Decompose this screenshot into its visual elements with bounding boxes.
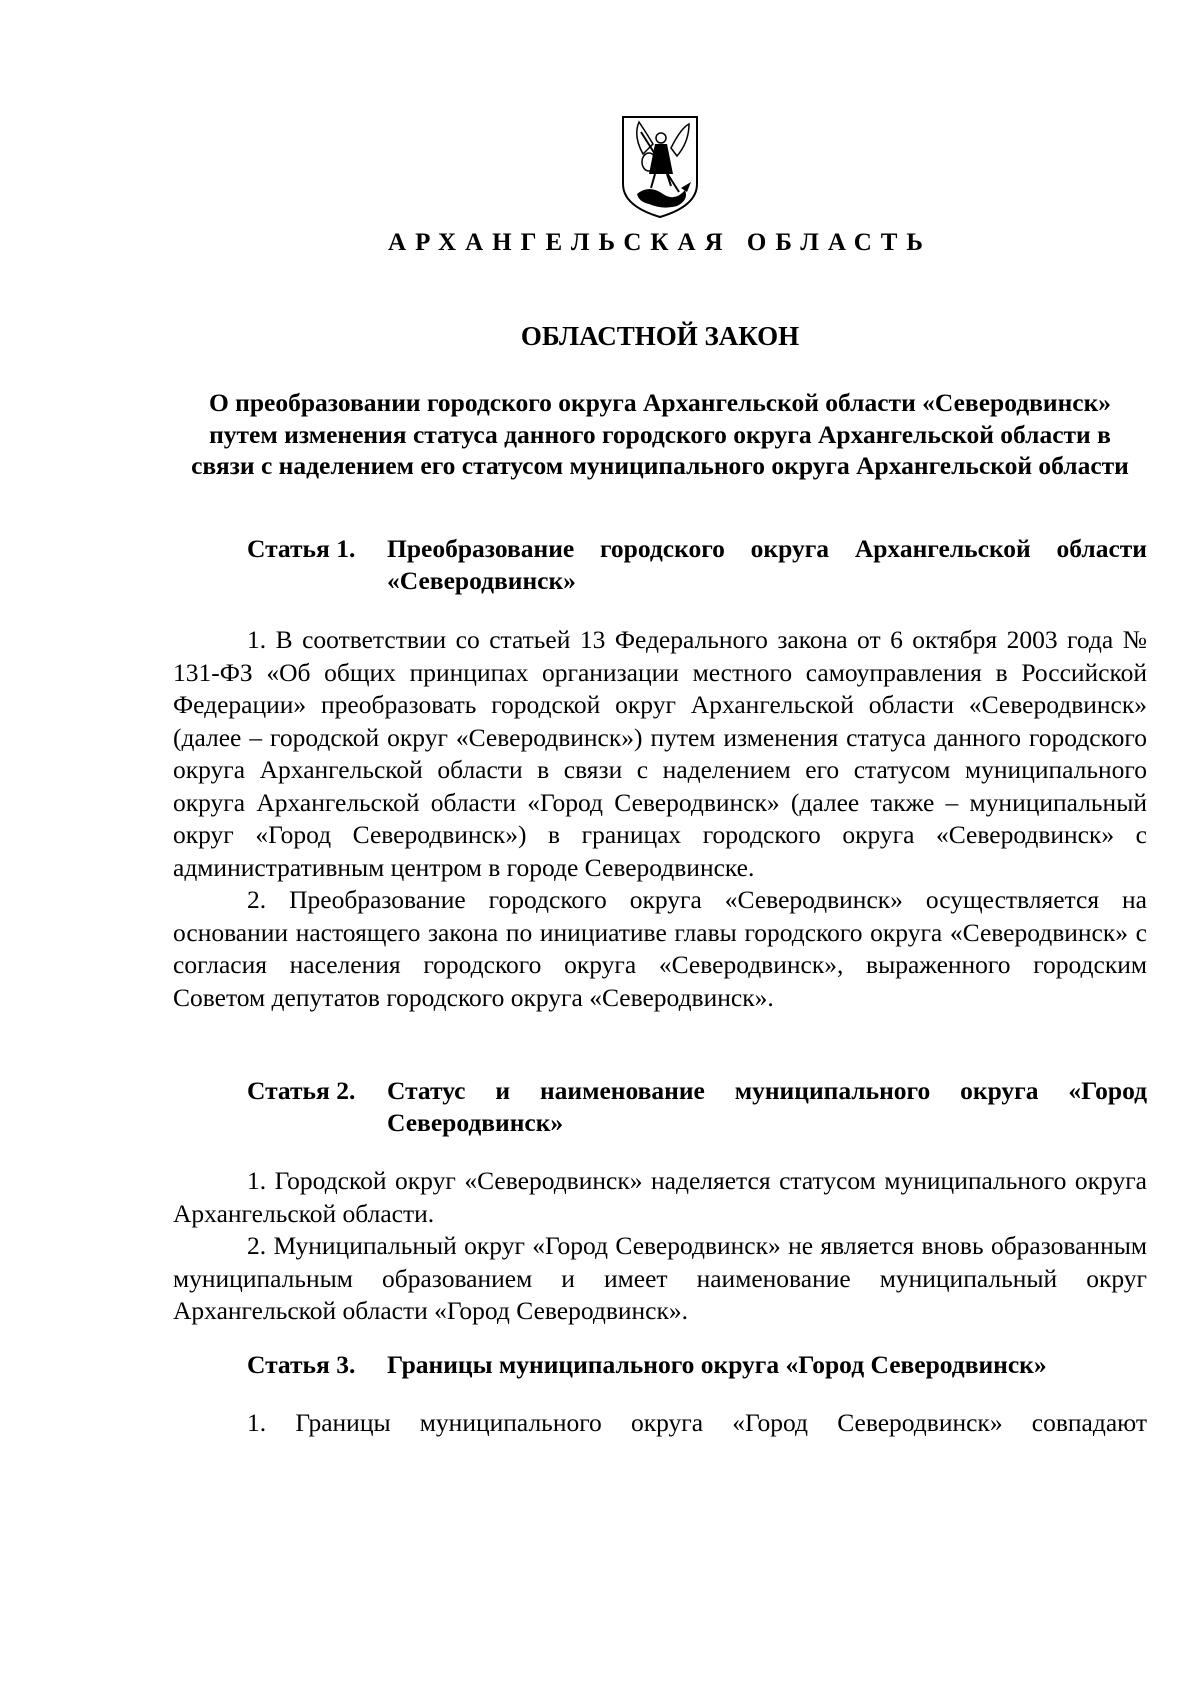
article-number: Статья 3. xyxy=(247,1350,356,1379)
article-3-body xyxy=(173,1407,1147,1440)
article-number: Статья 2. xyxy=(247,1076,356,1105)
law-type-heading: ОБЛАСТНОЙ ЗАКОН xyxy=(520,321,800,351)
article-paragraph: 2. Муниципальный округ «Город Северодвинск» не является вновь образованным муниципальным образованием и имеет наименование муниципальный округ Архангельской области «Город Северодвинск». xyxy=(173,1231,1147,1325)
article-title: Статус и наименование муниципального округа «Город Северодвинск» xyxy=(387,1076,1147,1137)
article-paragraph: 1. В соответствии со статьей 13 Федерального закона от 6 октября 2003 года № 131-ФЗ «Об общих принципах организации местного самоуправления в Российской Федерации» преобразовать городской округ Архангельской области «Северодвинск» (далее – городской округ «Северодвинск») путем изменения статуса данного городского округа Архангельской области в связи с наделением его статусом муниципального округа Архангельской области «Город Северодвинск» (далее также – муниципальный округ «Город Северодвинск») в границах городского округа «Северодвинск» с административным центром в городе Северодвинске. xyxy=(173,625,1147,882)
article-paragraph: 2. Преобразование городского округа «Северодвинск» осуществляется на основании настоящего закона по инициативе главы городского округа «Северодвинск» с согласия населения городского округа «Северодвинск», выраженного городским Советом депутатов городского округа «Северодвинск». xyxy=(173,885,1147,1012)
article-title: Границы муниципального округа «Город Северодвинск» xyxy=(387,1350,1047,1379)
article-number: Статья 1. xyxy=(247,534,356,563)
article-3-heading xyxy=(247,1349,1147,1381)
law-title: О преобразовании городского округа Архангельской области «Северодвинск» путем изменения статуса данного городского округа Архангельской области в связи с наделением его статусом муниципального округа Архангельской области xyxy=(191,388,1129,481)
article-2-body xyxy=(173,1165,1147,1328)
region-name: АРХАНГЕЛЬСКАЯ ОБЛАСТЬ xyxy=(388,229,932,256)
article-1-heading xyxy=(247,533,1147,597)
article-paragraph: 1. Границы муниципального округа «Город Северодвинск» совпадают xyxy=(247,1408,1147,1437)
article-paragraph: 1. Городской округ «Северодвинск» наделяется статусом муниципального округа Архангельской области. xyxy=(173,1166,1147,1228)
article-title: Преобразование городского округа Архангельской области «Северодвинск» xyxy=(387,534,1147,595)
article-1-body xyxy=(173,624,1147,1014)
article-2-heading xyxy=(247,1075,1147,1139)
arkhangelsk-coat-of-arms-icon xyxy=(619,114,701,220)
